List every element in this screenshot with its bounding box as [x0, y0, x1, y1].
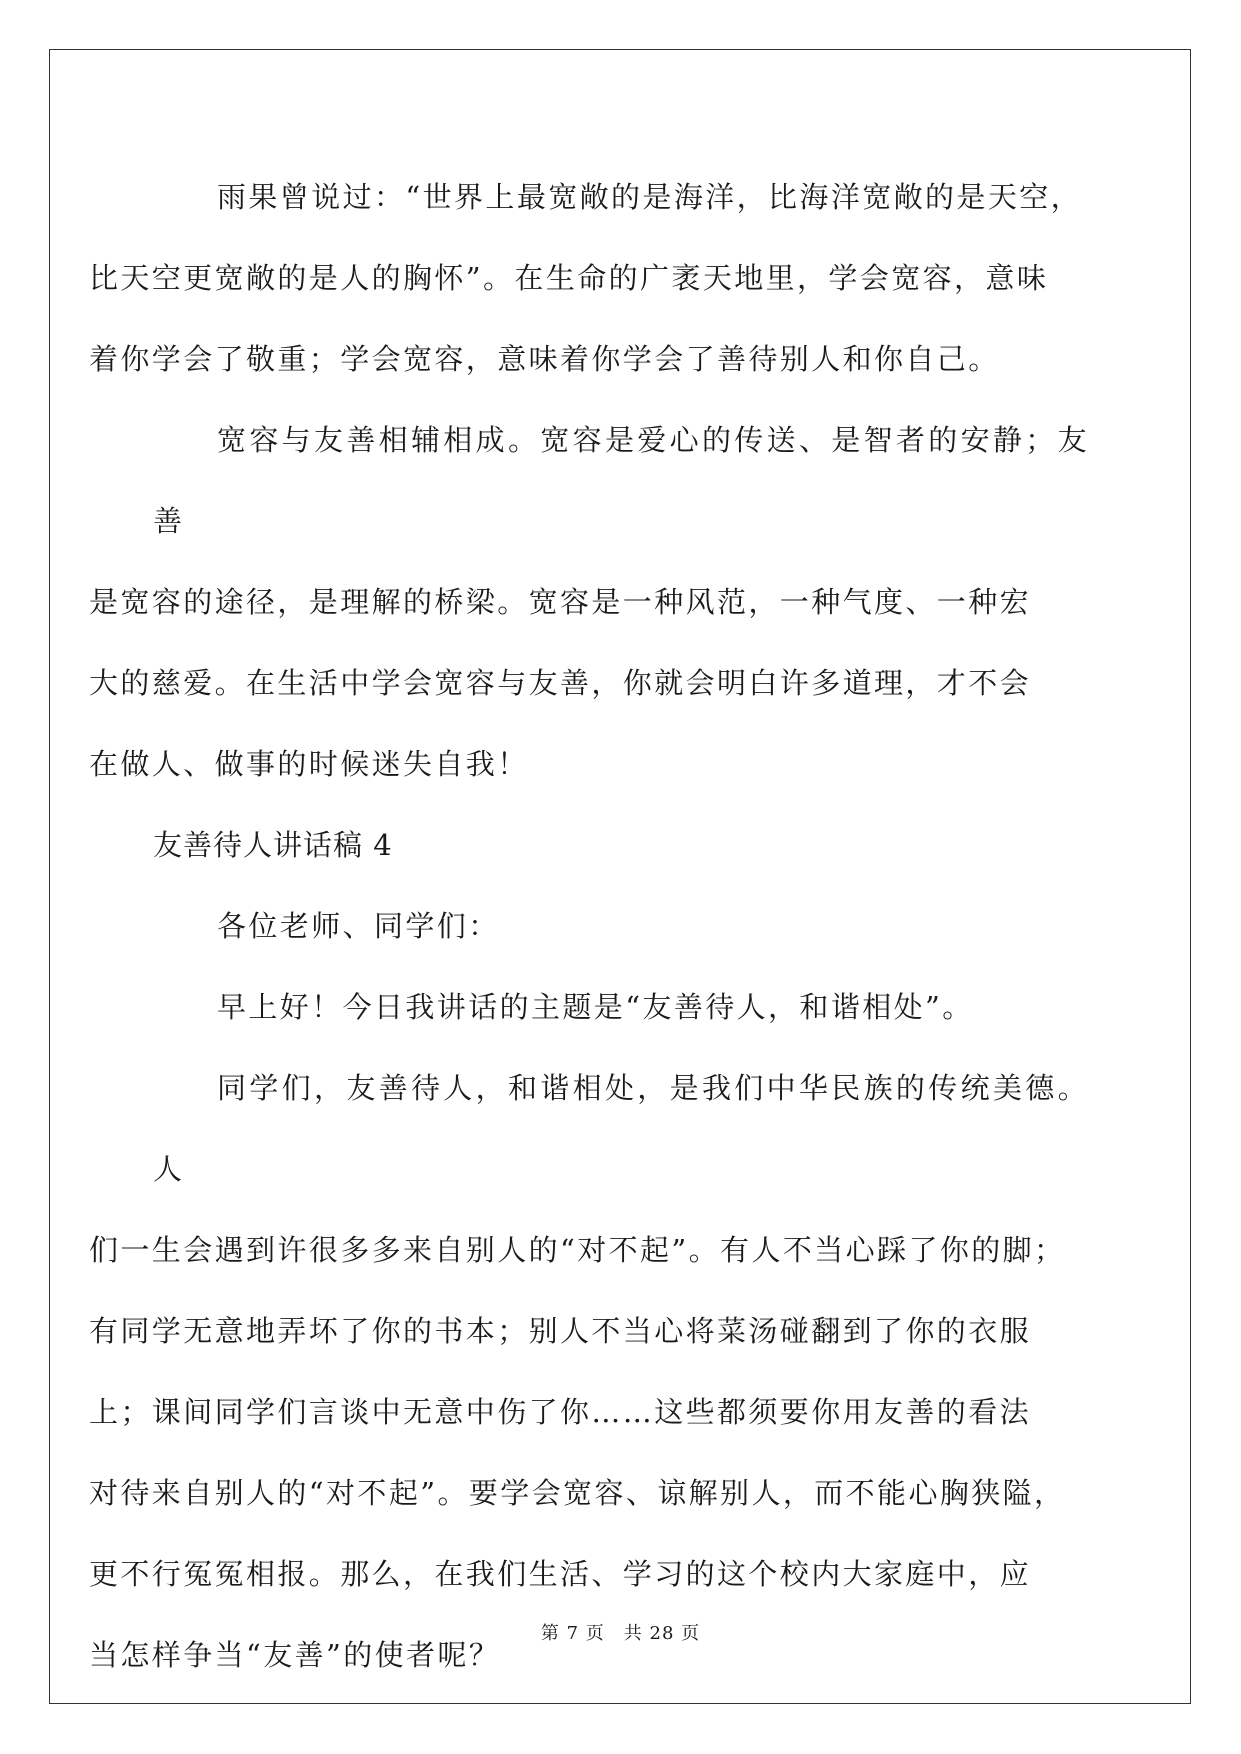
- text-line: 着你学会了敬重；学会宽容，意味着你学会了善待别人和你自己。: [89, 342, 1000, 376]
- text-line: 宽容与友善相辅相成。宽容是爱心的传送、是智者的安静；友善: [153, 423, 1089, 538]
- section-heading: 友善待人讲话稿 4: [153, 828, 393, 862]
- text-line: 同学们，友善待人，和谐相处，是我们中华民族的传统美德。人: [153, 1071, 1089, 1186]
- text-line: 更不行冤冤相报。那么，在我们生活、学习的这个校内大家庭中，应: [89, 1557, 1032, 1591]
- text-line: 当怎样争当“友善”的使者呢？: [89, 1638, 501, 1672]
- paragraph-topic: [153, 967, 1089, 1048]
- text-line: 雨果曾说过：“世界上最宽敞的是海洋，比海洋宽敞的是天空，: [217, 180, 1083, 214]
- text-line: 各位老师、同学们：: [217, 909, 500, 943]
- paragraph-tolerance: [89, 400, 1089, 805]
- text-line: 们一生会遇到许很多多来自别人的“对不起”。有人不当心踩了你的脚；: [89, 1233, 1066, 1267]
- document-body: [89, 157, 1089, 1696]
- page-number: 第 7 页 共 28 页: [540, 1623, 701, 1644]
- text-line: 是宽容的途径，是理解的桥梁。宽容是一种风范，一种气度、一种宏: [89, 585, 1032, 619]
- text-line: 有同学无意地弄坏了你的书本；别人不当心将菜汤碰翻到了你的衣服: [89, 1314, 1032, 1348]
- text-line: 比天空更宽敞的是人的胸怀”。在生命的广袤天地里，学会宽容，意味: [89, 261, 1049, 295]
- paragraph-greeting: [153, 886, 1089, 967]
- paragraph-body: [89, 1048, 1089, 1696]
- text-line: 对待来自别人的“对不起”。要学会宽容、谅解别人，而不能心胸狭隘，: [89, 1476, 1066, 1510]
- text-line: 大的慈爱。在生活中学会宽容与友善，你就会明白许多道理，才不会: [89, 666, 1032, 700]
- text-line: 在做人、做事的时候迷失自我！: [89, 747, 529, 781]
- paragraph-hugo-quote: [89, 157, 1089, 400]
- text-line: 上；课间同学们言谈中无意中伤了你……这些都须要你用友善的看法: [89, 1395, 1032, 1429]
- text-line: 早上好！今日我讲话的主题是“友善待人，和谐相处”。: [217, 990, 974, 1024]
